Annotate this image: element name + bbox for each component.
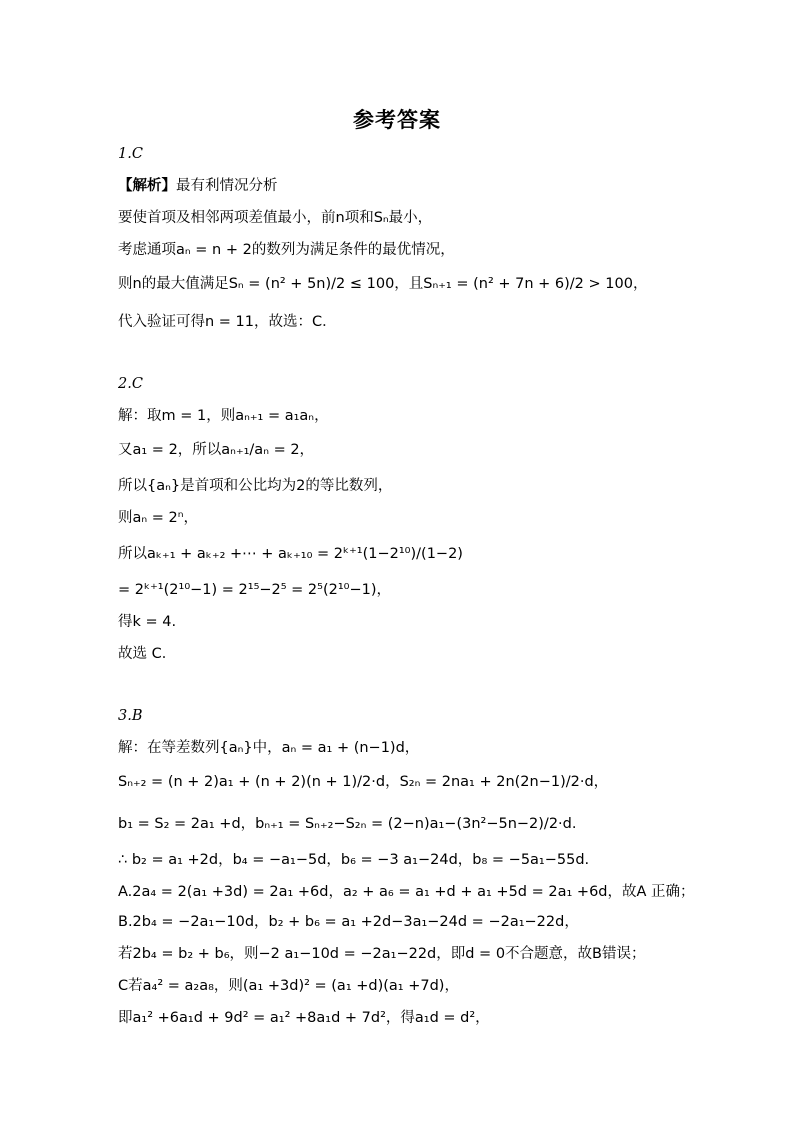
q3-line: C若a₄² = a₂a₈，则(a₁ +3d)² = (a₁ +d)(a₁ +7d)， [118, 978, 459, 994]
q1-analysis-heading [118, 176, 278, 196]
q3-line: b₁ = S₂ = 2a₁ +d，bₙ₊₁ = Sₙ₊₂−S₂ₙ = (2−n)a₁−(3n²−5n−2)/2·d. [118, 816, 577, 832]
q2-line: 解：取m = 1，则aₙ₊₁ = a₁aₙ， [118, 408, 329, 424]
q2-line: 故选 C． [118, 646, 177, 662]
q2-line: 又a₁ = 2，所以aₙ₊₁/aₙ = 2， [118, 442, 315, 458]
q1-analysis-tag-rest: 最有利情况分析 [176, 178, 278, 194]
q3-answer-number: 3.B [118, 708, 143, 724]
q1-line: 考虑通项aₙ = n + 2的数列为满足条件的最优情况， [118, 242, 455, 258]
q3-line: B.2b₄ = −2a₁−10d，b₂ + b₆ = a₁ +2d−3a₁−24d = −2a₁−22d， [118, 914, 579, 930]
q3-line: 即a₁² +6a₁d + 9d² = a₁² +8a₁d + 7d²，得a₁d = d²， [118, 1010, 490, 1026]
q1-line: 则n的最大值满足Sₙ = (n² + 5n)/2 ≤ 100，且Sₙ₊₁ = (n² + 7n + 6)/2 > 100， [118, 276, 648, 292]
q3-line: 若2b₄ = b₂ + b₆，则−2 a₁−10d = −2a₁−22d，即d = 0不合题意，故B错误； [118, 946, 646, 962]
q2-line: 所以aₖ₊₁ + aₖ₊₂ +⋯ + aₖ₊₁₀ = 2ᵏ⁺¹(1−2¹⁰)/(1−2) [118, 546, 463, 562]
q3-line: Sₙ₊₂ = (n + 2)a₁ + (n + 2)(n + 1)/2·d，S₂ₙ = 2na₁ + 2n(2n−1)/2·d， [118, 774, 609, 790]
q2-answer-number: 2.C [118, 376, 143, 392]
q1-analysis-tag: 【解析】 [118, 178, 176, 194]
q2-line: 则aₙ = 2ⁿ， [118, 510, 199, 526]
page-title: 参考答案 [353, 108, 441, 132]
q3-line: ∴ b₂ = a₁ +2d，b₄ = −a₁−5d，b₆ = −3 a₁−24d，b₈ = −5a₁−55d. [118, 852, 590, 868]
q1-answer-number: 1.C [118, 146, 143, 162]
q2-line: 得k = 4. [118, 614, 177, 630]
q3-line: 解：在等差数列{aₙ}中，aₙ = a₁ + (n−1)d， [118, 740, 420, 756]
q3-line: A.2a₄ = 2(a₁ +3d) = 2a₁ +6d，a₂ + a₆ = a₁ +d + a₁ +5d = 2a₁ +6d，故A 正确； [118, 884, 695, 900]
q1-line: 代入验证可得n = 11，故选：C． [118, 314, 337, 330]
q2-line: = 2ᵏ⁺¹(2¹⁰−1) = 2¹⁵−2⁵ = 2⁵(2¹⁰−1)， [118, 582, 392, 598]
q2-line: 所以{aₙ}是首项和公比均为2的等比数列， [118, 478, 393, 494]
q1-line: 要使首项及相邻两项差值最小，前n项和Sₙ最小， [118, 210, 433, 226]
